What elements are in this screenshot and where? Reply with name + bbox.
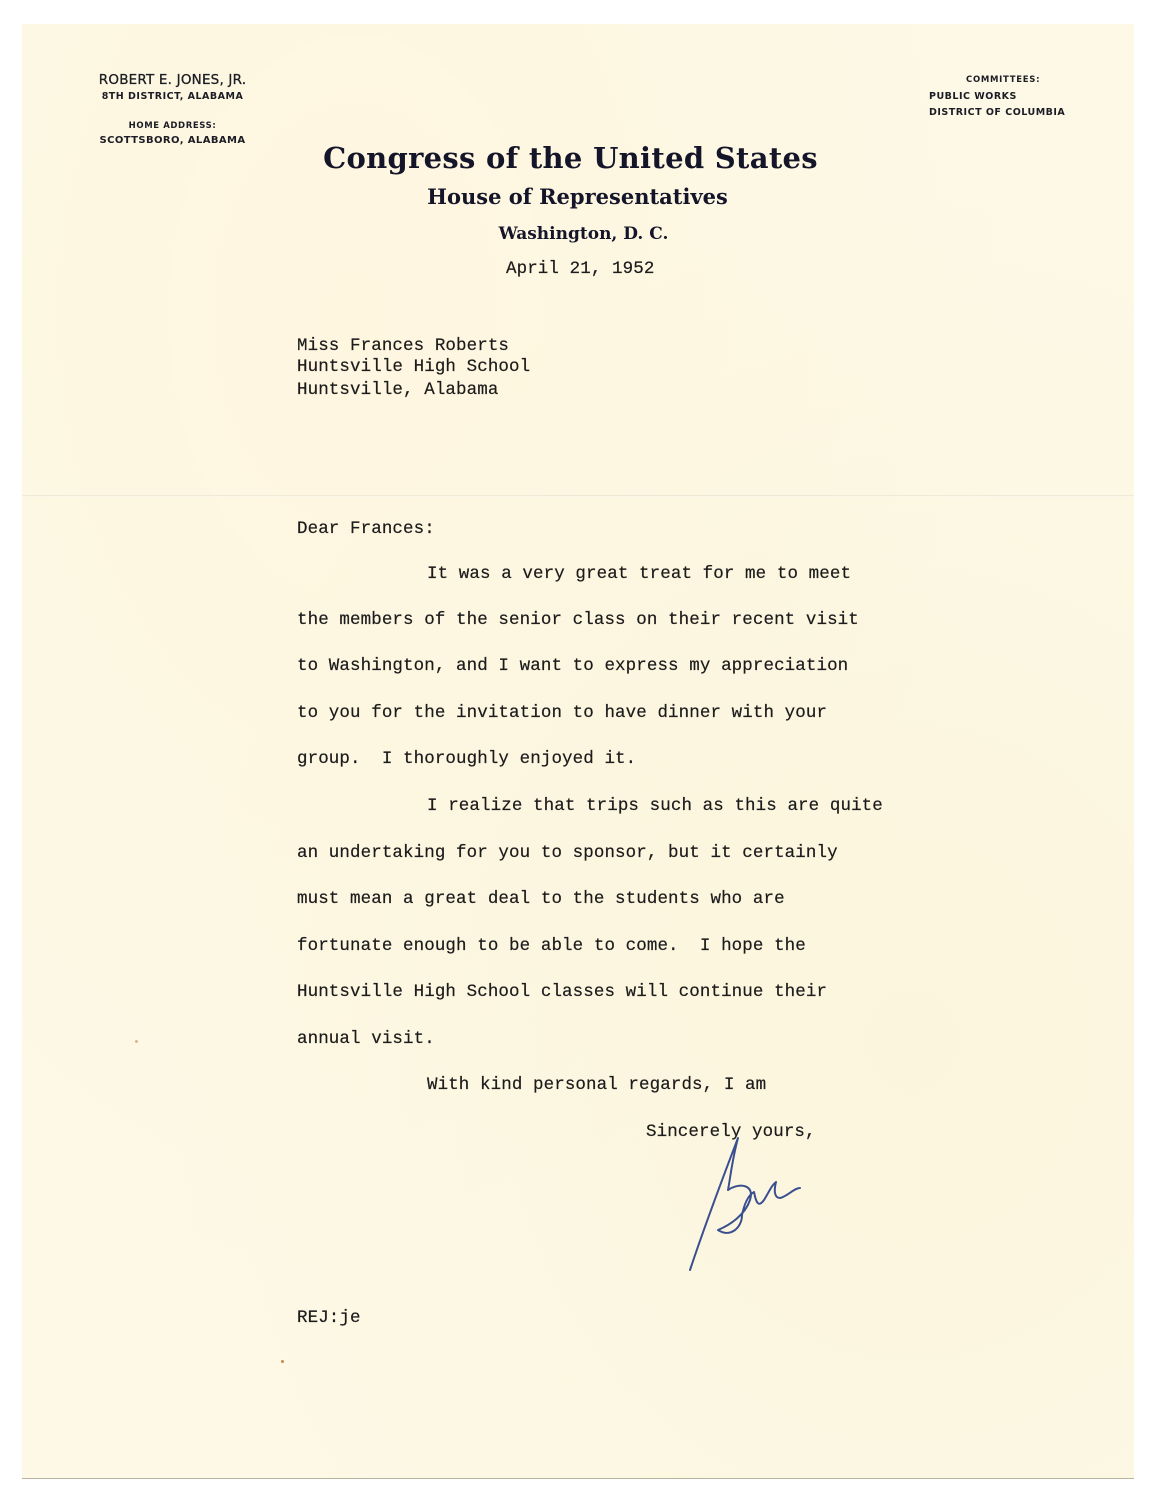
body-line: fortunate enough to be able to come. I hope the	[297, 936, 806, 956]
body-line: Huntsville High School classes will continue their	[297, 982, 828, 1002]
sender-district: 8TH DISTRICT, ALABAMA	[101, 91, 244, 102]
recipient-line: Miss Frances Roberts	[297, 336, 510, 356]
body-line: group. I thoroughly enjoyed it.	[297, 749, 637, 769]
handwritten-signature	[670, 1130, 870, 1280]
signature-stroke	[690, 1138, 800, 1270]
body-line: the members of the senior class on their recent visit	[297, 610, 859, 630]
body-line: to Washington, and I want to express my appreciation	[297, 656, 849, 676]
body-line: It was a very great treat for me to meet	[427, 564, 852, 584]
committee-item: DISTRICT OF COLUMBIA	[929, 107, 1066, 118]
committee-item: PUBLIC WORKS	[929, 91, 1017, 102]
letterhead-location: Washington, D. C.	[498, 224, 669, 244]
recipient-line: Huntsville High School	[297, 357, 531, 377]
recipient-line: Huntsville, Alabama	[297, 380, 499, 400]
paper-fold-crease	[22, 495, 1134, 497]
closing-line: With kind personal regards, I am	[427, 1075, 767, 1095]
body-line: annual visit.	[297, 1029, 435, 1049]
paper-speck	[281, 1360, 284, 1363]
letterhead-title: Congress of the United States	[323, 141, 818, 175]
body-line: an undertaking for you to sponsor, but it certainly	[297, 843, 838, 863]
home-address: SCOTTSBORO, ALABAMA	[99, 135, 246, 146]
body-line: must mean a great deal to the students who are	[297, 889, 785, 909]
letterhead-subtitle: House of Representatives	[427, 184, 728, 209]
paper-speck	[135, 1040, 138, 1043]
letter-date: April 21, 1952	[506, 259, 655, 279]
salutation: Dear Frances:	[297, 519, 435, 539]
sender-name: ROBERT E. JONES, JR.	[98, 72, 247, 88]
home-address-label: HOME ADDRESS:	[128, 121, 217, 131]
committees-label: COMMITTEES:	[966, 75, 1041, 85]
body-line: to you for the invitation to have dinner with your	[297, 703, 828, 723]
body-line: I realize that trips such as this are quite	[427, 796, 883, 816]
typist-initials: REJ:je	[297, 1308, 361, 1328]
sign-off: Sincerely yours,	[646, 1122, 816, 1142]
